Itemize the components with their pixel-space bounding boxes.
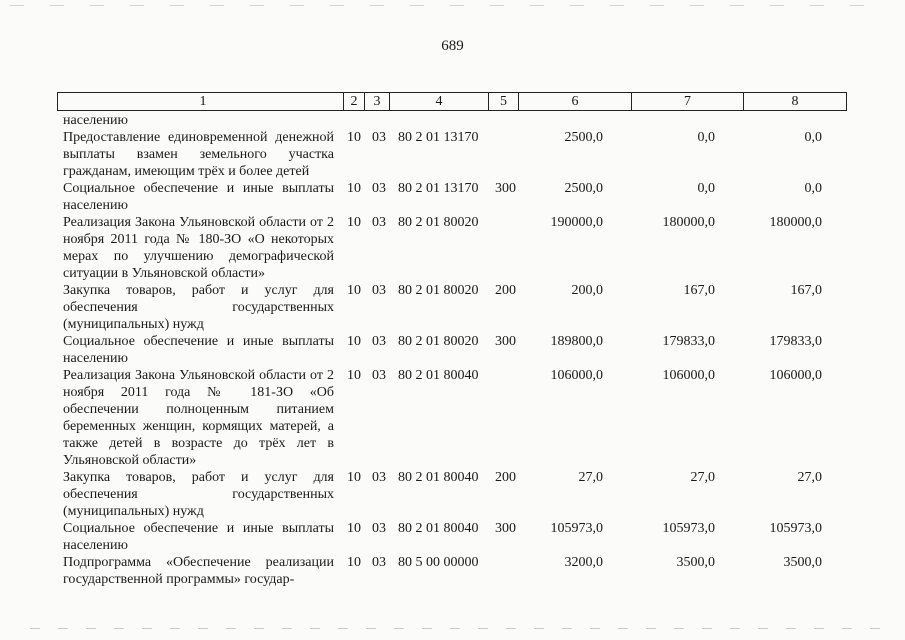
row-description: Реализация Закона Ульяновской области от 2 ноября 2011 года № 180-ЗО «О некоторых мерах по улучшению демографической ситуации в Ульяновской области»: [63, 215, 334, 281]
cell-c3: 03: [372, 555, 386, 570]
cell-c3: 03: [372, 283, 386, 298]
table-body: [0, 112, 905, 588]
table-row: [0, 129, 905, 180]
cell-c8: 0,0: [804, 130, 822, 145]
cell-c7: 0,0: [697, 181, 715, 196]
cell-c2: 10: [347, 521, 361, 536]
table-row: [0, 469, 905, 520]
cell-c8: 0,0: [804, 181, 822, 196]
row-description: населению: [63, 113, 128, 128]
cell-c4: 80 2 01 80020: [398, 334, 479, 349]
cell-c3: 03: [372, 470, 386, 485]
cell-c4: 80 2 01 80040: [398, 521, 479, 536]
cell-c8: 3500,0: [783, 555, 822, 570]
cell-c4: 80 2 01 80040: [398, 368, 479, 383]
column-header-6: 6: [518, 93, 631, 110]
table-row: [0, 214, 905, 282]
cell-c7: 179833,0: [662, 334, 715, 349]
cell-c2: 10: [347, 130, 361, 145]
cell-c6: 27,0: [578, 470, 603, 485]
cell-c7: 180000,0: [662, 215, 715, 230]
cell-c7: 3500,0: [676, 555, 715, 570]
cell-c5: 300: [495, 181, 516, 196]
cell-c3: 03: [372, 368, 386, 383]
column-header-3: 3: [364, 93, 389, 110]
cell-c3: 03: [372, 130, 386, 145]
row-description: Предоставление единовременной денежной выплаты взамен земельного участка гражданам, имеющим трёх и более детей: [63, 130, 334, 179]
cell-c3: 03: [372, 334, 386, 349]
cell-c4: 80 2 01 80040: [398, 470, 479, 485]
cell-c8: 106000,0: [769, 368, 822, 383]
cell-c6: 190000,0: [550, 215, 603, 230]
row-description: Социальное обеспечение и иные выплаты населению: [63, 181, 334, 213]
cell-c4: 80 2 01 80020: [398, 215, 479, 230]
row-description: Социальное обеспечение и иные выплаты населению: [63, 334, 334, 366]
cell-c8: 179833,0: [769, 334, 822, 349]
column-header-4: 4: [389, 93, 488, 110]
cell-c4: 80 5 00 00000: [398, 555, 479, 570]
cell-c2: 10: [347, 283, 361, 298]
cell-c5: 200: [495, 283, 516, 298]
row-description: Закупка товаров, работ и услуг для обеспечения государственных (муниципальных) нужд: [63, 283, 334, 332]
column-header-5: 5: [488, 93, 518, 110]
column-header-8: 8: [743, 93, 846, 110]
cell-c8: 167,0: [790, 283, 822, 298]
cell-c3: 03: [372, 215, 386, 230]
cell-c5: 300: [495, 334, 516, 349]
cell-c6: 106000,0: [550, 368, 603, 383]
cell-c7: 106000,0: [662, 368, 715, 383]
column-header-7: 7: [631, 93, 743, 110]
cell-c8: 105973,0: [769, 521, 822, 536]
cell-c6: 189800,0: [550, 334, 603, 349]
row-description: Подпрограмма «Обеспечение реализации государственной программы» государ-: [63, 555, 334, 587]
scan-artifact-bottom: [30, 628, 890, 629]
table-row: [0, 520, 905, 554]
cell-c6: 200,0: [571, 283, 603, 298]
column-header-2: 2: [343, 93, 364, 110]
page-number: 689: [441, 38, 464, 54]
cell-c4: 80 2 01 80020: [398, 283, 479, 298]
cell-c7: 167,0: [683, 283, 715, 298]
cell-c3: 03: [372, 521, 386, 536]
column-header-row: [57, 92, 847, 111]
cell-c5: 200: [495, 470, 516, 485]
cell-c8: 180000,0: [769, 215, 822, 230]
cell-c4: 80 2 01 13170: [398, 181, 479, 196]
cell-c6: 2500,0: [564, 130, 603, 145]
cell-c2: 10: [347, 470, 361, 485]
cell-c2: 10: [347, 368, 361, 383]
cell-c3: 03: [372, 181, 386, 196]
table-row: [0, 367, 905, 469]
cell-c7: 105973,0: [662, 521, 715, 536]
cell-c4: 80 2 01 13170: [398, 130, 479, 145]
cell-c2: 10: [347, 215, 361, 230]
table-row: [0, 333, 905, 367]
table-row: [0, 180, 905, 214]
cell-c6: 2500,0: [564, 181, 603, 196]
cell-c2: 10: [347, 181, 361, 196]
cell-c8: 27,0: [797, 470, 822, 485]
table-row: [0, 112, 905, 129]
column-header-1: 1: [199, 94, 207, 109]
cell-c6: 3200,0: [564, 555, 603, 570]
cell-c2: 10: [347, 555, 361, 570]
cell-c2: 10: [347, 334, 361, 349]
row-description: Реализация Закона Ульяновской области от 2 ноября 2011 года № 181-ЗО «Об обеспечении полноценным питанием беременных женщин, кормящих матерей, а также детей в возрасте до трёх лет в Ульяновской области»: [63, 368, 334, 468]
table-row: [0, 554, 905, 588]
cell-c5: 300: [495, 521, 516, 536]
row-description: Социальное обеспечение и иные выплаты населению: [63, 521, 334, 553]
scan-artifact-top: [10, 5, 890, 6]
row-description: Закупка товаров, работ и услуг для обеспечения государственных (муниципальных) нужд: [63, 470, 334, 519]
cell-c7: 0,0: [697, 130, 715, 145]
cell-c7: 27,0: [690, 470, 715, 485]
table-row: [0, 282, 905, 333]
cell-c6: 105973,0: [550, 521, 603, 536]
